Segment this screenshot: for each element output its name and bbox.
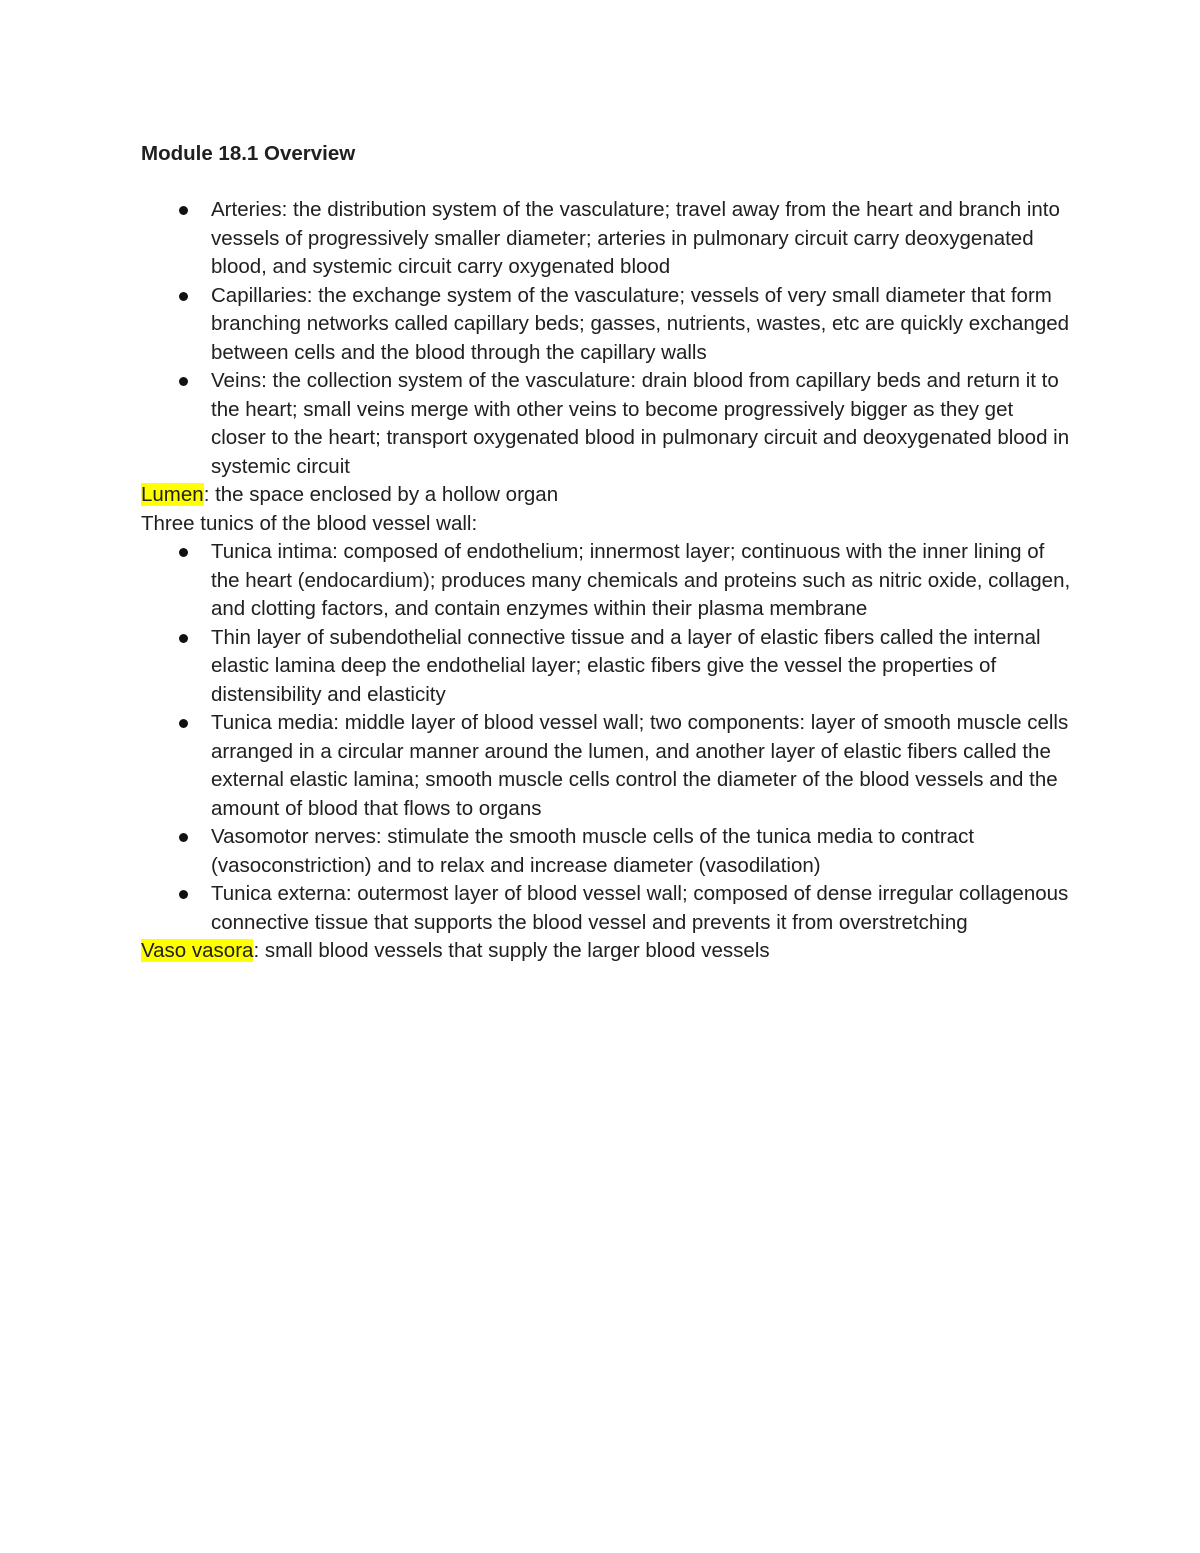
vaso-vasora-definition-line <box>141 937 1071 966</box>
list-item <box>141 880 1071 937</box>
lumen-definition-line <box>141 481 1071 510</box>
list-item <box>141 538 1071 624</box>
document-page <box>141 138 1071 966</box>
list-item <box>141 624 1071 710</box>
list-item <box>141 709 1071 823</box>
bullet-icon <box>179 548 188 557</box>
highlighted-term-vaso-vasora: Vaso vasora <box>141 939 254 962</box>
list-item <box>141 367 1071 481</box>
list-item <box>141 823 1071 880</box>
list-item-text: Veins: the collection system of the vasculature: drain blood from capillary beds and return it to the heart; small veins merge with other veins to become progressively bigger as they get closer to the heart; transport oxygenated blood in pulmonary circuit and deoxygenated blood in systemic circuit <box>211 369 1070 478</box>
lumen-definition: : the space enclosed by a hollow organ <box>203 483 559 506</box>
list-item-text: Capillaries: the exchange system of the vasculature; vessels of very small diameter that form branching networks called capillary beds; gasses, nutrients, wastes, etc are quickly exchanged between cells and the blood through the capillary walls <box>211 283 1070 364</box>
bullet-icon <box>179 634 188 643</box>
document-title: Module 18.1 Overview <box>141 142 356 165</box>
bullet-icon <box>179 377 188 386</box>
spacer <box>141 170 1071 196</box>
highlighted-term-lumen: Lumen <box>141 483 204 506</box>
list-item-text: Arteries: the distribution system of the vasculature; travel away from the heart and branch into vessels of progressively smaller diameter; arteries in pulmonary circuit carry deoxygenated blood, and systemic circuit carry oxygenated blood <box>211 198 1060 278</box>
list-item-text: Thin layer of subendothelial connective tissue and a layer of elastic fibers called the internal elastic lamina deep the endothelial layer; elastic fibers give the vessel the properties of distensibility and elasticity <box>211 625 1041 706</box>
list-item-text: Tunica media: middle layer of blood vessel wall; two components: layer of smooth muscle cells arranged in a circular manner around the lumen, and another layer of elastic fibers called the external elastic lamina; smooth muscle cells control the diameter of the blood vessels and the amount of blood that flows to organs <box>211 711 1069 820</box>
list-item-text: Tunica externa: outermost layer of blood vessel wall; composed of dense irregular collagenous connective tissue that supports the blood vessel and prevents it from overstretching <box>211 882 1069 934</box>
list-item <box>141 282 1071 368</box>
bullet-icon <box>179 292 188 301</box>
list-item-text: Vasomotor nerves: stimulate the smooth muscle cells of the tunica media to contract (vasoconstriction) and to relax and increase diameter (vasodilation) <box>211 825 975 877</box>
tunics-heading: Three tunics of the blood vessel wall: <box>141 511 478 535</box>
tunics-list <box>141 538 1071 937</box>
list-item-text: Tunica intima: composed of endothelium; innermost layer; continuous with the inner lining of the heart (endocardium); produces many chemicals and proteins such as nitric oxide, collagen, and clotting factors, and contain enzymes within their plasma membrane <box>211 540 1071 620</box>
vaso-vasora-definition: : small blood vessels that supply the larger blood vessels <box>253 939 770 962</box>
bullet-icon <box>179 890 188 899</box>
bullet-icon <box>179 833 188 842</box>
bullet-icon <box>179 719 188 728</box>
list-item <box>141 196 1071 282</box>
vessels-list <box>141 196 1071 481</box>
bullet-icon <box>179 206 188 215</box>
